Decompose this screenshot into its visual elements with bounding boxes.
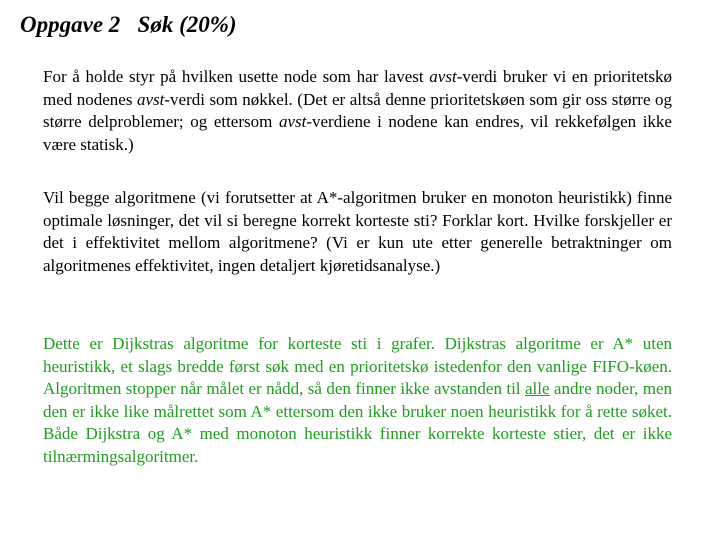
page-title: Oppgave 2 Søk (20%) xyxy=(20,12,237,37)
answer-text-2: andre noder, men den er ikke like målrettet som A* ettersom den ikke bruker noen heuristikk for å rette søket. Både Dijkstra og A* med monoton heuristikk finner korrekte korteste stier, det er ikke tilnærmingsalgoritmer. xyxy=(43,379,673,466)
question-paragraph: Vil begge algoritmene (vi forutsetter at A*-algoritmen bruker en monoton heuristikk) finne optimale løsninger, det vil si beregne korrekt korteste sti? Forklar kort. Hvilke forskjeller er det i effektivitet mellom algoritmene? (Vi er kun ute etter generelle betraktninger om algoritmenes effektivitet, ingen detaljert kjøretidsanalyse.) xyxy=(43,188,672,275)
description-text-4: -verdiene i nodene kan endres, vil rekkefølgen ikke være statisk.) xyxy=(43,112,672,154)
description-text-1: For å holde styr på hvilken usette node som har lavest xyxy=(43,67,430,86)
avst-term-2: avst xyxy=(136,89,165,109)
description-text-3: -verdi som nøkkel. (Det er altså denne prioritetskøen som gir oss større og større delproblemer; og ettersom xyxy=(43,89,672,131)
avst-term-1: avst xyxy=(429,67,457,86)
answer-underlined-word: alle xyxy=(524,379,550,398)
answer-paragraph xyxy=(43,333,672,468)
description-text-2: -verdi bruker vi en prioritetskø med nodenes xyxy=(43,67,672,109)
avst-term-3: avst xyxy=(278,112,307,131)
answer-text-1: Dette er Dijkstras algoritme for korteste sti i grafer. Dijkstras algoritme er A* uten heuristikk, et slags bredde først søk med en prioritetskø istedenfor den vanlige FIFO-køen. Algoritmen stopper når målet er nådd, så den finner ikke avstanden til xyxy=(43,334,672,398)
description-paragraph xyxy=(43,66,672,156)
